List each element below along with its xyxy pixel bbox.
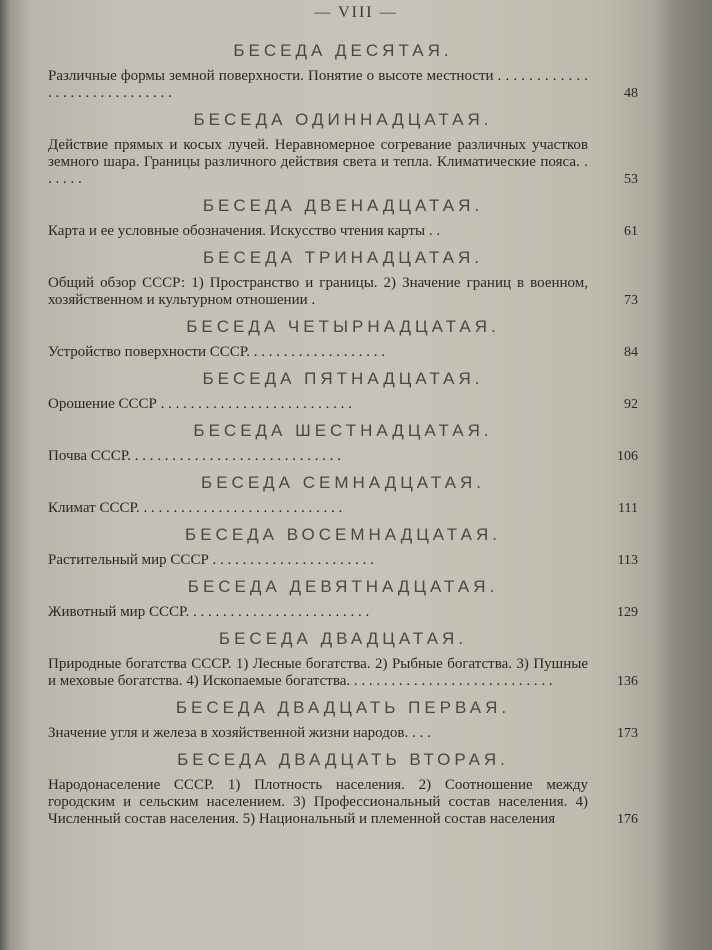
entry-page-number: 129 [617, 605, 638, 620]
entry-text: Действие прямых и косых лучей. Неравномерное согревание различных участков земного шара. Границы различного действия света и тепла. Климатические пояса. . . . . . . [48, 137, 588, 187]
table-of-contents [48, 40, 638, 835]
toc-section [48, 576, 638, 621]
section-title: БЕСЕДА ДВАДЦАТАЯ. [218, 629, 468, 648]
section-title: БЕСЕДА ПЯТНАДЦАТАЯ. [202, 369, 484, 388]
entry-page-number: 111 [618, 501, 638, 516]
entry-text: Животный мир СССР. . . . . . . . . . . . . . . . . . . . . . . . . [48, 604, 370, 620]
toc-section [48, 420, 638, 465]
toc-section [48, 109, 638, 188]
toc-section [48, 40, 638, 102]
entry-text: Значение угля и железа в хозяйственной жизни народов. . . . [48, 725, 431, 741]
toc-entry [48, 448, 638, 465]
toc-section [48, 749, 638, 828]
entry-text: Устройство поверхности СССР. . . . . . . . . . . . . . . . . . . [48, 344, 385, 360]
toc-section [48, 316, 638, 361]
toc-section [48, 628, 638, 690]
entry-text: Климат СССР. . . . . . . . . . . . . . . . . . . . . . . . . . . . [48, 500, 343, 516]
toc-entry [48, 656, 638, 690]
toc-entry [48, 604, 638, 621]
toc-section [48, 697, 638, 742]
section-title: БЕСЕДА СЕМНАДЦАТАЯ. [201, 473, 485, 492]
entry-page-number: 73 [624, 293, 638, 308]
toc-section [48, 195, 638, 240]
entry-page-number: 53 [624, 172, 638, 187]
entry-text: Природные богатства СССР. 1) Лесные богатства. 2) Рыбные богатства. 3) Пушные и меховые богатства. 4) Ископаемые богатства. . . . . . . . . . . . . . . . . . . . . . . . . . . . [48, 656, 588, 689]
entry-page-number: 113 [617, 553, 638, 568]
entry-text: Почва СССР. . . . . . . . . . . . . . . . . . . . . . . . . . . . . [48, 448, 342, 464]
toc-entry [48, 725, 638, 742]
section-title: БЕСЕДА ДВАДЦАТЬ ВТОРАЯ. [177, 750, 509, 769]
entry-text: Растительный мир СССР . . . . . . . . . . . . . . . . . . . . . . [48, 552, 374, 568]
entry-page-number: 92 [624, 397, 638, 412]
entry-page-number: 176 [617, 812, 638, 827]
toc-entry [48, 68, 638, 102]
toc-section [48, 247, 638, 309]
entry-page-number: 173 [617, 726, 638, 741]
entry-text: Карта и ее условные обозначения. Искусство чтения карты . . [48, 223, 441, 239]
section-title: БЕСЕДА ВОСЕМНАДЦАТАЯ. [185, 525, 501, 544]
section-title: БЕСЕДА ЧЕТЫРНАДЦАТАЯ. [186, 317, 500, 336]
section-title: БЕСЕДА ДЕВЯТНАДЦАТАЯ. [187, 577, 499, 596]
toc-entry [48, 777, 638, 828]
entry-page-number: 136 [617, 674, 638, 689]
section-title: БЕСЕДА ТРИНАДЦАТАЯ. [202, 248, 484, 267]
toc-entry [48, 396, 638, 413]
entry-text: Различные формы земной поверхности. Понятие о высоте местности . . . . . . . . . . . . . . . . . . . . . . . . . . . . . [48, 68, 588, 101]
entry-page-number: 48 [624, 86, 638, 101]
entry-page-number: 61 [624, 224, 638, 239]
entry-text: Общий обзор СССР: 1) Пространство и границы. 2) Значение границ в военном, хозяйственном и культурном отношении . [48, 275, 588, 308]
page-number-header: — VIII — [314, 4, 398, 21]
section-title: БЕСЕДА ДЕСЯТАЯ. [233, 41, 453, 60]
entry-page-number: 106 [617, 449, 638, 464]
toc-section [48, 368, 638, 413]
toc-entry [48, 275, 638, 309]
toc-entry [48, 137, 638, 188]
entry-page-number: 84 [624, 345, 638, 360]
section-title: БЕСЕДА ШЕСТНАДЦАТАЯ. [193, 421, 493, 440]
toc-entry [48, 552, 638, 569]
page-fold-shadow [652, 0, 712, 950]
toc-entry [48, 500, 638, 517]
entry-text: Народонаселение СССР. 1) Плотность населения. 2) Соотношение между городским и сельским населением. 3) Профессиональный состав населения. 4) Численный состав населения. 5) Национальный и племенной состав населения [48, 777, 588, 827]
toc-entry [48, 223, 638, 240]
toc-section [48, 472, 638, 517]
section-title: БЕСЕДА ОДИННАДЦАТАЯ. [193, 110, 493, 129]
toc-entry [48, 344, 638, 361]
section-title: БЕСЕДА ДВЕНАДЦАТАЯ. [202, 196, 484, 215]
section-title: БЕСЕДА ДВАДЦАТЬ ПЕРВАЯ. [175, 698, 511, 717]
entry-text: Орошение СССР . . . . . . . . . . . . . . . . . . . . . . . . . . [48, 396, 352, 412]
toc-section [48, 524, 638, 569]
